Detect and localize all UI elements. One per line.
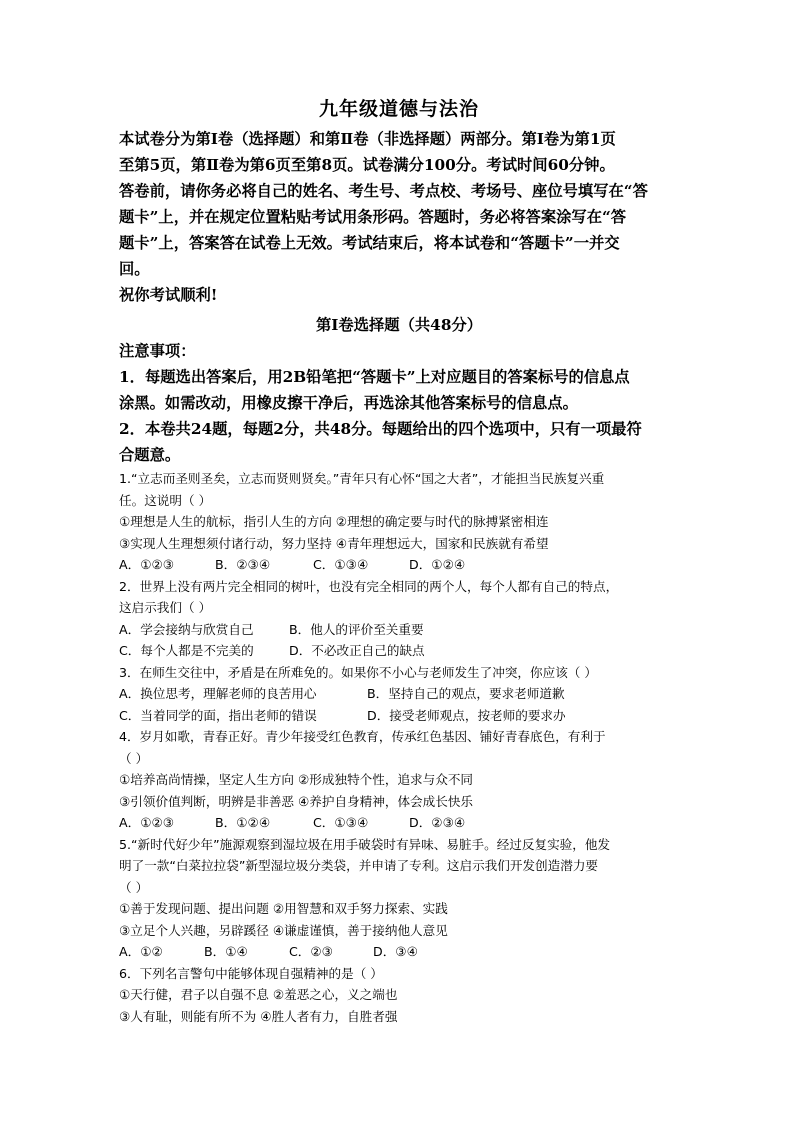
instruction-line: 题卡”上，并在规定位置粘贴考试用条形码。答题时，务必将答案涂写在“答 (119, 208, 627, 226)
instruction-line: 至第5页，第Ⅱ卷为第6页至第8页。试卷满分100分。考试时间60分钟。 (119, 156, 615, 174)
exam-page (119, 96, 679, 1027)
option-c: C．②③ (289, 944, 333, 959)
option-row (119, 683, 679, 705)
question-stem: 1.“立志而圣则圣矣，立志而贤则贤矣。”青年只有心怀“国之大者”，才能担当民族复兴重 (119, 471, 605, 486)
option-d: D．接受老师观点，按老师的要求办 (367, 707, 566, 723)
instruction-line: 回。 (119, 260, 150, 278)
option-d: D．不必改正自己的缺点 (289, 643, 425, 658)
question-1 (119, 468, 679, 576)
option-c: C．①③④ (313, 815, 369, 830)
exam-instructions (119, 126, 679, 308)
question-stem: 明了一款“白菜拉拉袋”新型湿垃圾分类袋，并申请了专利。这启示我们开发创造潜力要 (119, 858, 599, 873)
question-stem: 2．世界上没有两片完全相同的树叶，也没有完全相同的两个人，每个人都有自己的特点， (119, 578, 619, 594)
question-6 (119, 963, 679, 1028)
section-heading: 第Ⅰ卷选择题（共48分） (315, 316, 483, 334)
question-stem: 3．在师生交往中，矛盾是在所难免的。如果你不小心与老师发生了冲突，你应该（ ） (119, 664, 597, 680)
answer-options (119, 941, 679, 963)
option-c: C．当着同学的面，指出老师的错误 (119, 707, 317, 723)
question-2 (119, 576, 679, 662)
question-stem: （ ） (119, 750, 149, 766)
option-d: D．③④ (373, 944, 418, 959)
question-5 (119, 834, 679, 963)
statement-line: ①善于发现问题、提出问题 ②用智慧和双手努力探索、实践 (119, 901, 448, 916)
option-b: B．②③④ (215, 557, 271, 572)
question-stem: 这启示我们（ ） (119, 600, 212, 615)
statement-line: ③立足个人兴趣，另辟蹊径 ④谦虚谨慎，善于接纳他人意见 (119, 922, 448, 938)
question-4 (119, 726, 679, 834)
option-row (119, 619, 679, 641)
question-3 (119, 662, 679, 727)
instruction-line: 本试卷分为第Ⅰ卷（选择题）和第Ⅱ卷（非选择题）两部分。第Ⅰ卷为第1页 (119, 130, 616, 148)
option-b: B．坚持自己的观点，要求老师道歉 (367, 686, 565, 701)
statement-line: ③引领价值判断，明辨是非善恶 ④养护自身精神，体会成长快乐 (119, 793, 474, 809)
option-d: D．①②④ (409, 557, 466, 572)
option-a: A．①②③ (119, 815, 175, 830)
note-line: 2．本卷共24题，每题2分，共48分。每题给出的四个选项中，只有一项最符 (119, 420, 642, 438)
note-line: 涂黑。如需改动，用橡皮擦干净后，再选涂其他答案标号的信息点。 (119, 394, 578, 412)
option-a: A．学会接纳与欣赏自己 (119, 621, 254, 637)
statement-line: ①天行健，君子以自强不息 ②羞恶之心，义之端也 (119, 987, 398, 1002)
option-row (119, 705, 679, 727)
option-b: B．①②④ (215, 815, 271, 830)
option-row (119, 640, 679, 662)
option-c: C．①③④ (313, 557, 369, 572)
note-line: 1．每题选出答案后，用2B铅笔把“答题卡”上对应题目的答案标号的信息点 (119, 368, 630, 386)
instruction-line: 题卡”上，答案答在试卷上无效。考试结束后，将本试卷和“答题卡”一并交 (119, 234, 620, 252)
statement-line: ③人有耻，则能有所不为 ④胜人者有力，自胜者强 (119, 1008, 398, 1024)
page-title: 九年级道德与法治 (318, 98, 479, 120)
question-stem: 5.“新时代好少年”施源观察到湿垃圾在用手破袋时有异味、易脏手。经过反复实验，他发 (119, 836, 611, 852)
option-a: A．换位思考，理解老师的良苦用心 (119, 686, 317, 701)
note-line: 合题意。 (119, 446, 181, 464)
option-d: D．②③④ (409, 815, 466, 830)
statement-line: ①理想是人生的航标，指引人生的方向 ②理想的确定要与时代的脉搏紧密相连 (119, 514, 549, 529)
option-a: A．①②③ (119, 557, 175, 572)
notes-block (119, 338, 679, 468)
question-stem: 任。这说明（ ） (119, 492, 212, 508)
question-stem: （ ） (119, 879, 149, 895)
statement-line: ①培养高尚情操，坚定人生方向 ②形成独特个性，追求与众不同 (119, 772, 474, 787)
statement-line: ③实现人生理想须付诸行动，努力坚持 ④青年理想远大，国家和民族就有希望 (119, 535, 549, 551)
question-stem: 4．岁月如歌，青春正好。青少年接受红色教育，传承红色基因、铺好青春底色，有利于 (119, 729, 606, 744)
answer-options (119, 812, 679, 834)
good-luck-line: 祝你考试顺利! (119, 286, 218, 304)
option-a: A．①② (119, 944, 163, 959)
instruction-line: 答卷前，请你务必将自己的姓名、考生号、考点校、考场号、座位号填写在“答 (119, 182, 648, 200)
option-b: B．他人的评价至关重要 (289, 621, 424, 637)
option-c: C．每个人都是不完美的 (119, 643, 254, 658)
option-b: B．①④ (204, 944, 248, 959)
answer-options (119, 554, 679, 576)
notes-heading: 注意事项： (119, 342, 196, 360)
question-stem: 6．下列名言警句中能够体现自强精神的是（ ） (119, 965, 383, 981)
